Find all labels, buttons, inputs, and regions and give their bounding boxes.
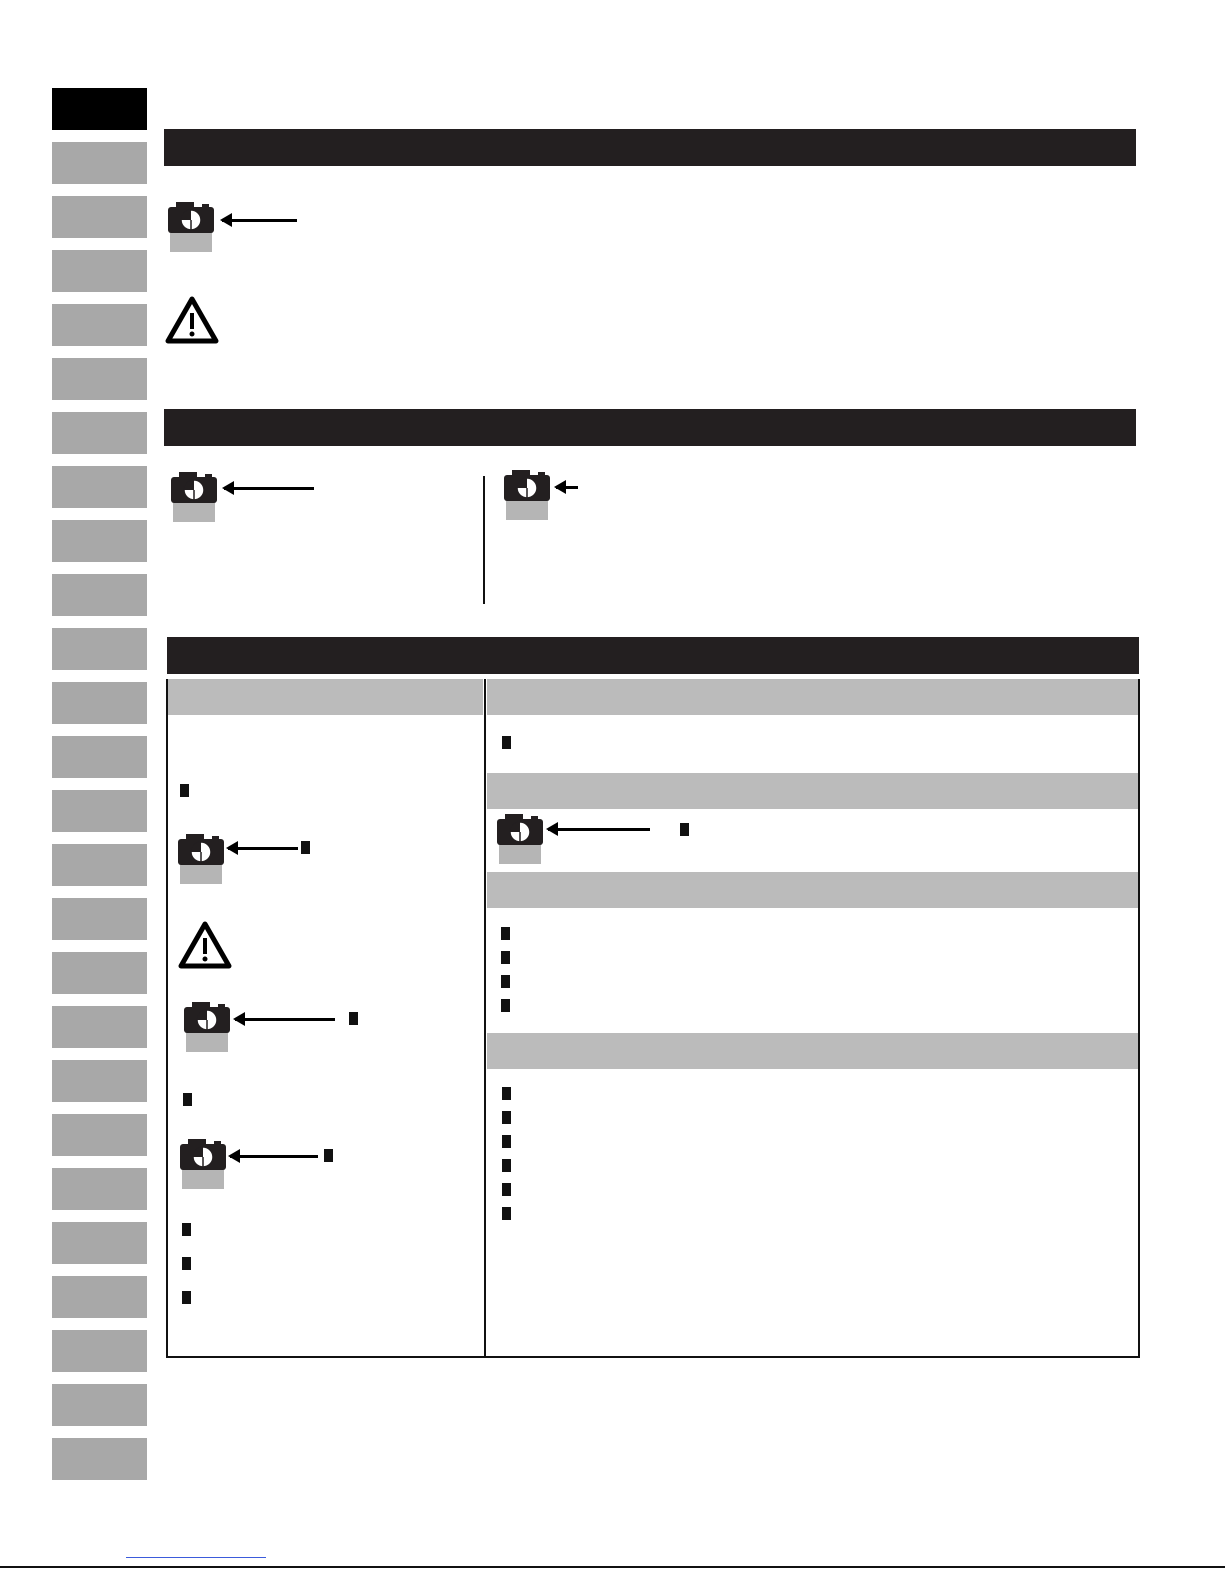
side-tab-13[interactable]: [52, 736, 147, 778]
side-tab-7[interactable]: [52, 412, 147, 454]
side-tab-15[interactable]: [52, 844, 147, 886]
bullet-square-icon: [501, 999, 510, 1012]
side-tab-26[interactable]: [52, 1438, 147, 1480]
table-subheader-1: [487, 773, 1138, 809]
arrow-left-icon: [235, 1018, 335, 1021]
bullet-square-icon: [680, 823, 689, 836]
side-tab-21[interactable]: [52, 1168, 147, 1210]
bullet-square-icon: [502, 1207, 511, 1220]
column-divider: [483, 476, 485, 604]
arrow-left-icon: [556, 486, 578, 489]
side-tab-18[interactable]: [52, 1006, 147, 1048]
table-border-left: [166, 679, 168, 1357]
table-subheader-3: [487, 1033, 1138, 1069]
side-tab-19[interactable]: [52, 1060, 147, 1102]
arrow-left-icon: [548, 828, 650, 831]
bullet-square-icon: [502, 1135, 511, 1148]
bullet-square-icon: [502, 736, 511, 749]
section-header-bar-3: [167, 637, 1139, 674]
side-tab-10[interactable]: [52, 574, 147, 616]
arrow-left-icon: [222, 219, 297, 222]
bullet-square-icon: [324, 1149, 333, 1162]
side-tab-25[interactable]: [52, 1384, 147, 1426]
camera-icon: [168, 200, 214, 256]
side-tab-14[interactable]: [52, 790, 147, 832]
side-tab-23[interactable]: [52, 1276, 147, 1318]
camera-icon: [178, 832, 224, 888]
side-tab-20[interactable]: [52, 1114, 147, 1156]
bullet-square-icon: [183, 1093, 192, 1106]
side-tab-22[interactable]: [52, 1222, 147, 1264]
camera-icon: [184, 1000, 230, 1056]
bullet-square-icon: [182, 1223, 191, 1236]
side-tab-5[interactable]: [52, 304, 147, 346]
camera-icon: [497, 812, 543, 868]
table-subheader-2: [487, 872, 1138, 908]
camera-icon: [180, 1137, 226, 1193]
side-tab-8[interactable]: [52, 466, 147, 508]
bullet-square-icon: [349, 1012, 358, 1025]
arrow-left-icon: [230, 1155, 318, 1158]
side-tab-24[interactable]: [52, 1330, 147, 1372]
bullet-square-icon: [180, 784, 189, 797]
camera-icon: [171, 470, 217, 526]
table-border-bottom: [166, 1356, 1140, 1358]
warning-icon: [177, 920, 233, 975]
bullet-square-icon: [502, 1087, 511, 1100]
camera-icon: [504, 468, 550, 524]
table-header-right: [487, 679, 1138, 715]
section-header-bar-2: [164, 409, 1136, 446]
bullet-square-icon: [182, 1257, 191, 1270]
side-tab-4[interactable]: [52, 250, 147, 292]
bullet-square-icon: [502, 1111, 511, 1124]
bullet-square-icon: [502, 1159, 511, 1172]
bullet-square-icon: [502, 1183, 511, 1196]
arrow-left-icon: [228, 847, 298, 850]
side-tab-2[interactable]: [52, 142, 147, 184]
side-tab-6[interactable]: [52, 358, 147, 400]
footer-divider: [0, 1566, 1225, 1568]
side-tab-11[interactable]: [52, 628, 147, 670]
side-tab-1[interactable]: [52, 88, 147, 130]
footer-rule: [126, 1557, 266, 1558]
bullet-square-icon: [501, 951, 510, 964]
arrow-left-icon: [224, 487, 314, 490]
side-tab-16[interactable]: [52, 898, 147, 940]
bullet-square-icon: [182, 1291, 191, 1304]
side-tab-9[interactable]: [52, 520, 147, 562]
bullet-square-icon: [301, 841, 310, 854]
table-header-left: [167, 679, 483, 715]
side-tab-12[interactable]: [52, 682, 147, 724]
bullet-square-icon: [501, 975, 510, 988]
warning-icon: [164, 295, 220, 350]
table-column-divider: [484, 679, 486, 1357]
table-border-right: [1138, 679, 1140, 1357]
bullet-square-icon: [501, 927, 510, 940]
section-header-bar-1: [164, 129, 1136, 166]
side-tab-3[interactable]: [52, 196, 147, 238]
side-tab-17[interactable]: [52, 952, 147, 994]
